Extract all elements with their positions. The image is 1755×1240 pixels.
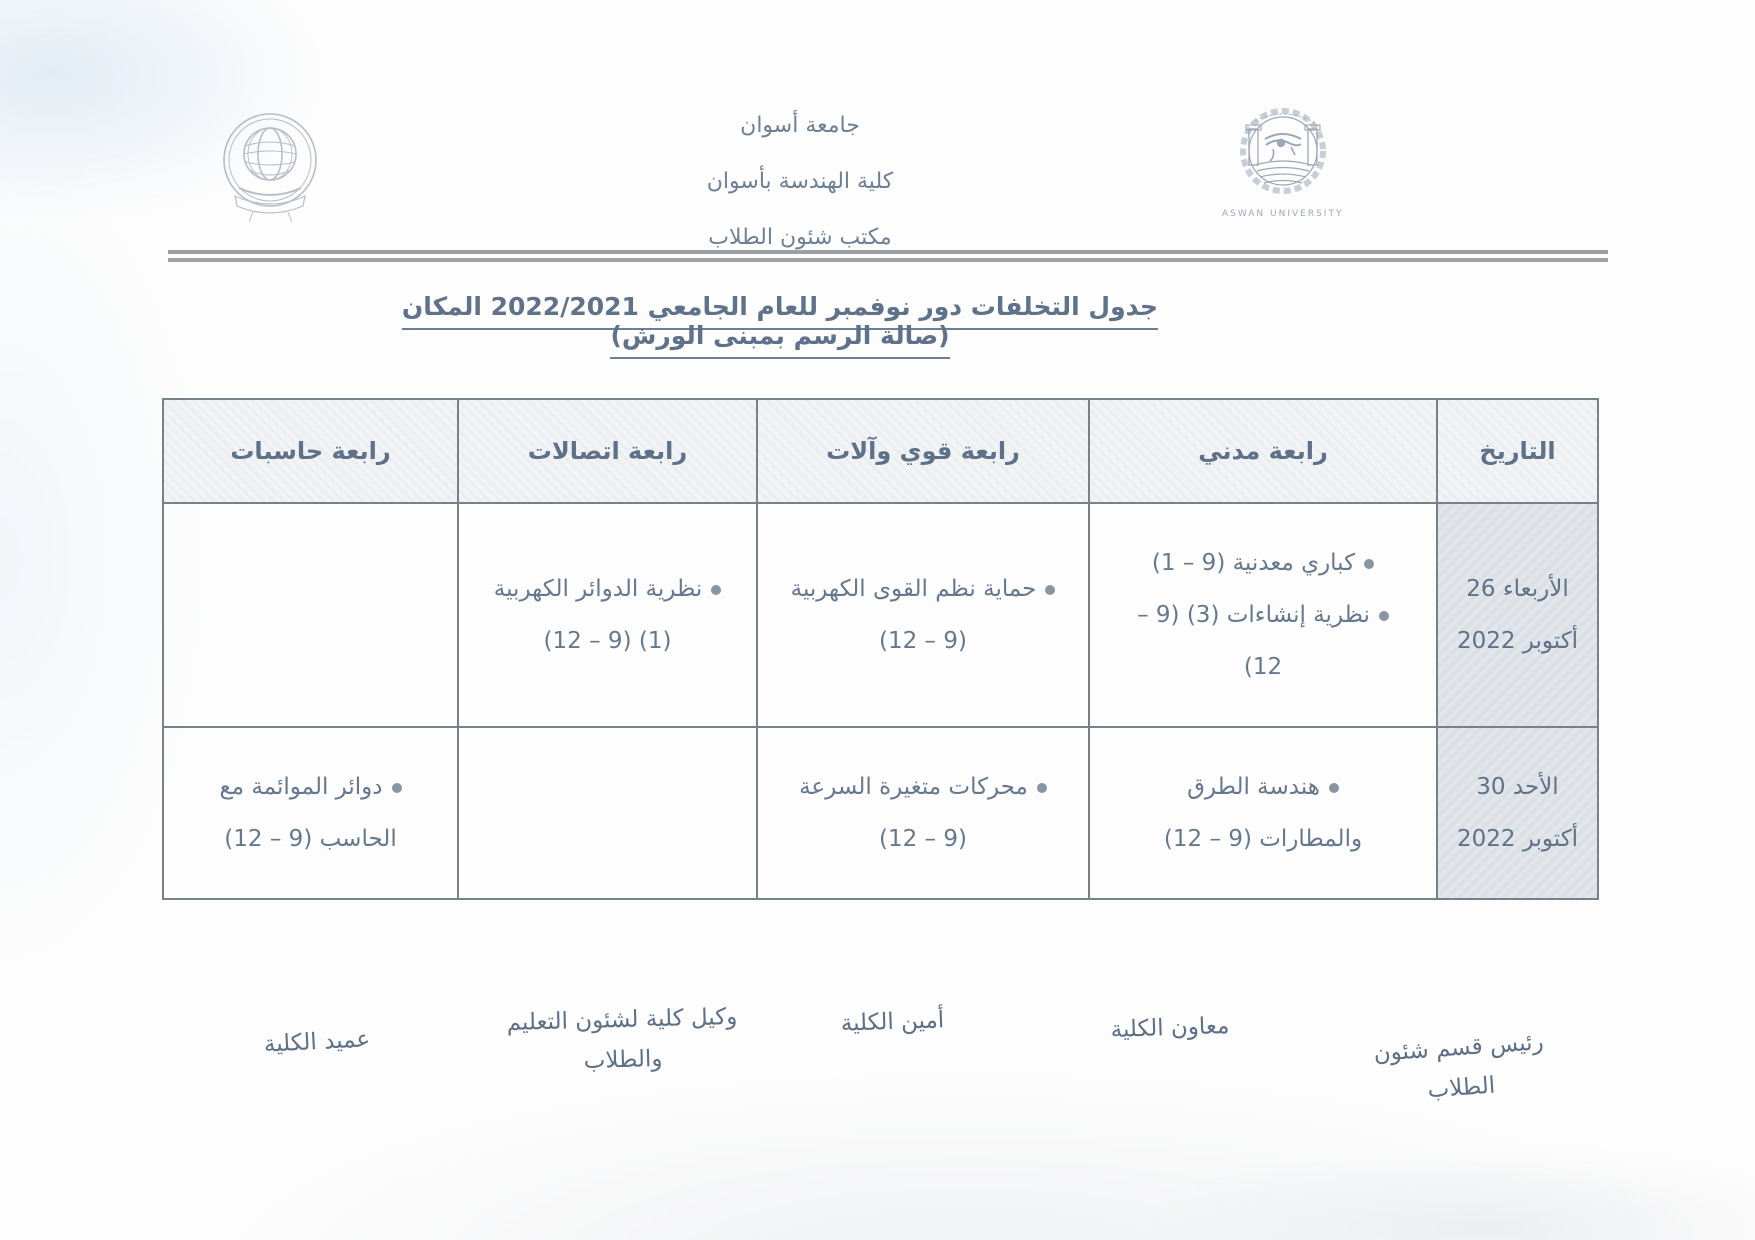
column-header-communications: رابعة اتصالات xyxy=(458,399,757,503)
date-line2: أكتوبر 2022 xyxy=(1456,628,1579,654)
column-header-date: التاريخ xyxy=(1437,399,1598,503)
communications-cell xyxy=(458,727,757,899)
exam-item: دوائر الموائمة مع الحاسب (9 – 12) xyxy=(208,761,413,865)
computers-cell xyxy=(163,727,458,899)
exam-item: محركات متغيرة السرعة (9 – 12) xyxy=(789,761,1057,865)
office-name: مكتب شئون الطلاب xyxy=(708,225,892,250)
document-title: جدول التخلفات دور نوفمبر للعام الجامعي 2022/2021 المكان (صالة الرسم بمبنى الورش) xyxy=(402,292,1158,359)
civil-cell xyxy=(1089,503,1437,727)
exam-item: هندسة الطرق والمطارات (9 – 12) xyxy=(1163,774,1363,852)
power-cell xyxy=(757,727,1089,899)
table-row xyxy=(163,727,1598,899)
signature-vice-dean-education: وكيل كلية لشئون التعليم والطلاب xyxy=(506,1003,738,1075)
university-logo-icon xyxy=(1233,103,1333,203)
faculty-logo xyxy=(213,108,328,230)
bullet-icon xyxy=(711,585,721,595)
date-cell xyxy=(1437,503,1598,727)
civil-cell xyxy=(1089,727,1437,899)
document-title-wrap xyxy=(370,292,1190,350)
exam-item: كباري معدنية (9 – 1) xyxy=(1137,537,1389,589)
bullet-icon xyxy=(1045,585,1055,595)
faculty-name: كلية الهندسة بأسوان xyxy=(706,169,894,194)
date-line1: الأربعاء 26 xyxy=(1466,576,1569,602)
computers-cell xyxy=(163,503,458,727)
bullet-icon xyxy=(1379,611,1389,621)
document-header xyxy=(600,98,1000,266)
bullet-icon xyxy=(1329,783,1339,793)
table-row xyxy=(163,503,1598,727)
signature-college-assistant: معاون الكلية xyxy=(1110,1012,1230,1044)
column-header-power: رابعة قوي وآلات xyxy=(757,399,1089,503)
date-cell xyxy=(1437,727,1598,899)
university-logo xyxy=(1222,103,1343,219)
faculty-logo-icon xyxy=(213,108,328,226)
signature-head-student-affairs: رئيس قسم شئون الطلاب xyxy=(1372,1029,1545,1104)
bullet-icon xyxy=(1037,783,1047,793)
communications-cell xyxy=(458,503,757,727)
column-header-civil: رابعة مدني xyxy=(1089,399,1437,503)
university-logo-caption: ASWAN UNIVERSITY xyxy=(1222,209,1344,219)
date-line1: الأحد 30 xyxy=(1476,774,1559,800)
bullet-icon xyxy=(392,783,402,793)
exam-item: حماية نظم القوى الكهربية (9 – 12) xyxy=(789,563,1057,667)
exam-item: نظرية إنشاءات (3) (9 – 12) xyxy=(1137,589,1389,693)
header-divider xyxy=(168,250,1608,262)
university-name: جامعة أسوان xyxy=(740,113,860,138)
bullet-icon xyxy=(1364,559,1374,569)
date-line2: أكتوبر 2022 xyxy=(1456,826,1579,852)
power-cell xyxy=(757,503,1089,727)
exam-item: نظرية الدوائر الكهربية (1) (9 – 12) xyxy=(483,563,733,667)
table-header-row xyxy=(163,399,1598,503)
signature-dean: عميد الكلية xyxy=(263,1026,371,1058)
exam-schedule-table xyxy=(162,398,1599,900)
column-header-computers: رابعة حاسبات xyxy=(163,399,458,503)
signature-college-secretary: أمين الكلية xyxy=(840,1007,945,1037)
